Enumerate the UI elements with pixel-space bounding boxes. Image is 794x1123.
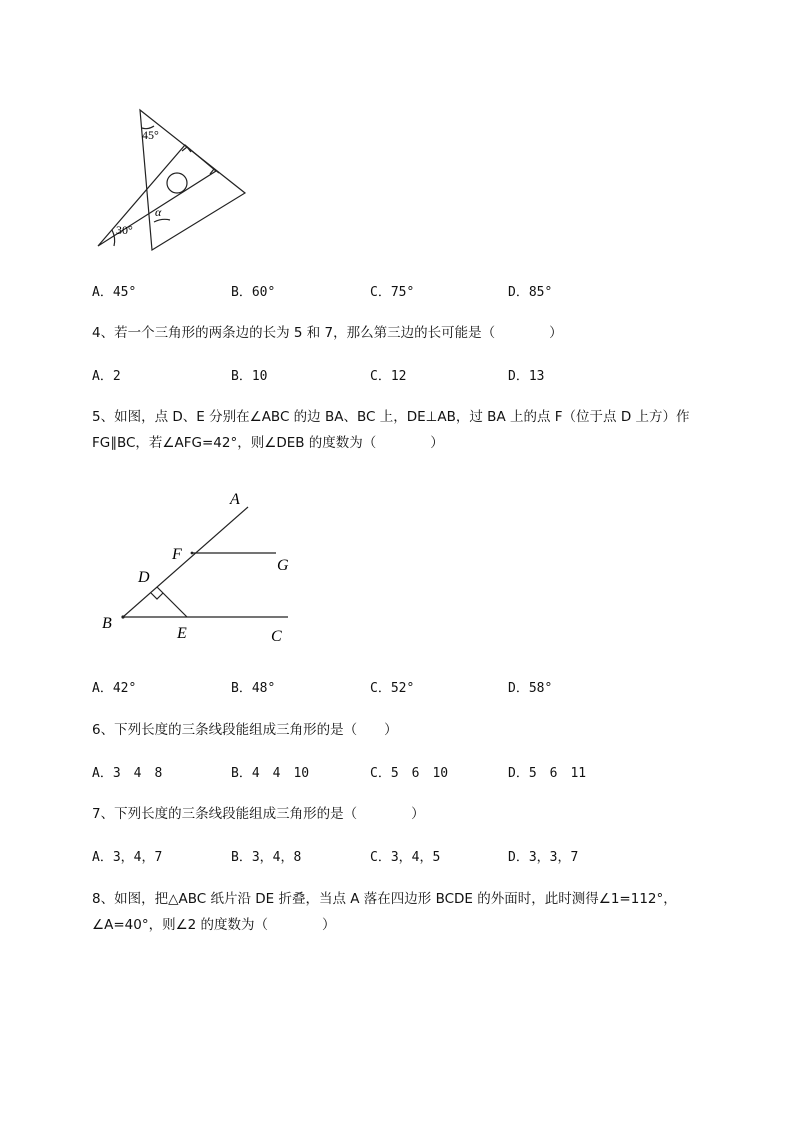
angle-arc-30 [112, 230, 115, 246]
q5-option-a[interactable]: A．42° [92, 681, 137, 696]
q3-option-a[interactable]: A．45° [92, 285, 137, 300]
label-d: D [138, 569, 150, 586]
label-f: F [172, 546, 182, 563]
q4-option-d[interactable]: D．13 [508, 369, 545, 384]
q7-option-b[interactable]: B．3，4，8 [231, 850, 302, 865]
q3-figure [90, 100, 260, 260]
q6-option-a[interactable]: A．3 4 8 [92, 766, 163, 781]
point-b-dot [121, 615, 124, 618]
q4-stem: 4、若一个三角形的两条边的长为 5 和 7，那么第三边的长可能是（ ） [92, 325, 563, 341]
q3-option-b[interactable]: B．60° [231, 285, 276, 300]
q5-figure [95, 485, 310, 650]
q5-stem-line1: 5、如图，点 D、E 分别在∠ABC 的边 BA、BC 上，DE⊥AB，过 BA 上的点 F（位于点 D 上方）作 [92, 409, 690, 425]
angle-arc-alpha [154, 219, 170, 222]
label-e: E [177, 625, 187, 642]
angle-label-30: 30° [116, 223, 133, 237]
segment-de [157, 587, 187, 617]
q4-option-c[interactable]: C．12 [370, 369, 407, 384]
q3-option-c[interactable]: C．75° [370, 285, 415, 300]
q7-option-c[interactable]: C．3，4，5 [370, 850, 441, 865]
label-c: C [271, 628, 282, 645]
q4-option-b[interactable]: B．10 [231, 369, 268, 384]
angle-label-45: 45° [142, 128, 159, 142]
q5-option-b[interactable]: B．48° [231, 681, 276, 696]
q6-stem: 6、下列长度的三条线段能组成三角形的是（ ） [92, 722, 398, 738]
q8-stem-line2: ∠A=40°，则∠2 的度数为（ ） [92, 917, 336, 933]
q6-option-d[interactable]: D．5 6 11 [508, 766, 587, 781]
ray-ba [123, 507, 248, 617]
q6-option-c[interactable]: C．5 6 10 [370, 766, 449, 781]
q7-option-a[interactable]: A．3，4，7 [92, 850, 163, 865]
q6-option-b[interactable]: B．4 4 10 [231, 766, 310, 781]
hole-circle [167, 173, 187, 193]
label-g: G [277, 557, 289, 574]
q3-option-d[interactable]: D．85° [508, 285, 553, 300]
right-angle-mark-d [151, 593, 163, 599]
q8-stem-line1: 8、如图，把△ABC 纸片沿 DE 折叠，当点 A 落在四边形 BCDE 的外面时，此时测得∠1=112°， [92, 891, 677, 907]
q4-option-a[interactable]: A．2 [92, 369, 121, 384]
q7-stem: 7、下列长度的三条线段能组成三角形的是（ ） [92, 806, 425, 822]
q5-stem-line2: FG∥BC，若∠AFG=42°，则∠DEB 的度数为（ ） [92, 435, 444, 451]
label-b: B [102, 615, 112, 632]
label-a: A [230, 491, 240, 508]
q7-option-d[interactable]: D．3，3，7 [508, 850, 579, 865]
q5-option-d[interactable]: D．58° [508, 681, 553, 696]
point-f-dot [191, 552, 194, 555]
angle-label-alpha: α [155, 205, 162, 219]
q5-option-c[interactable]: C．52° [370, 681, 415, 696]
